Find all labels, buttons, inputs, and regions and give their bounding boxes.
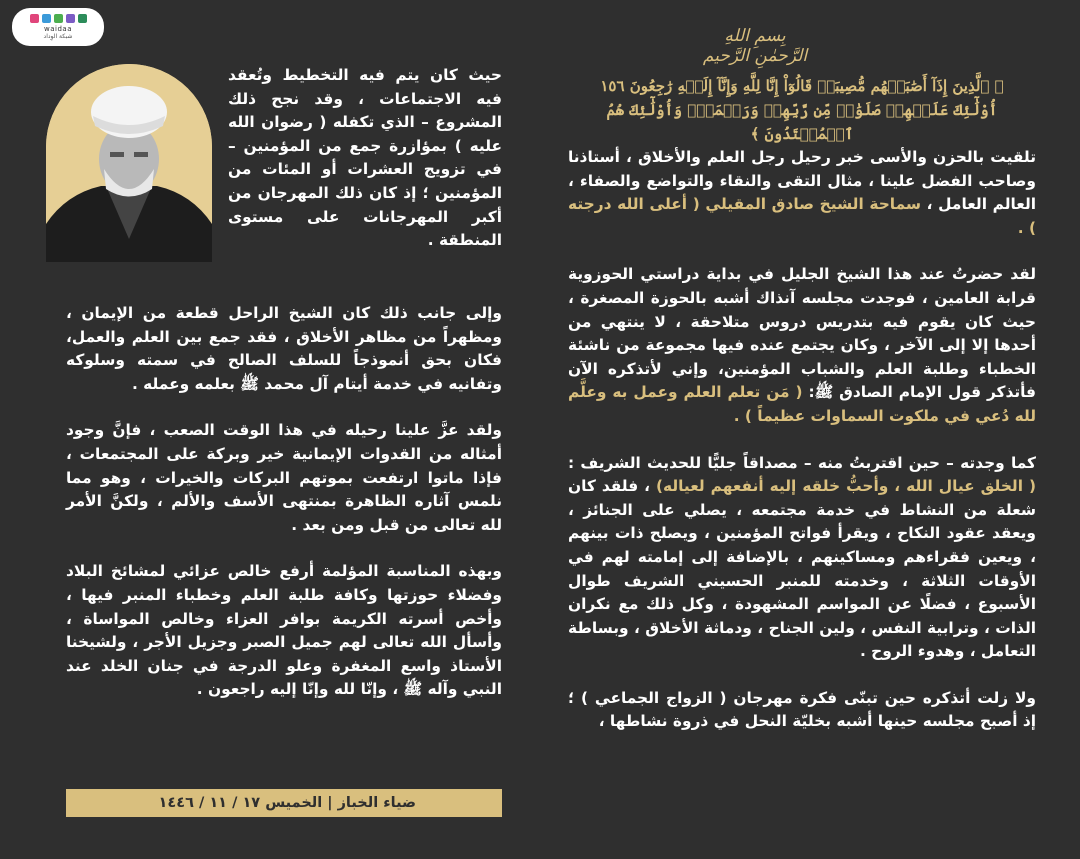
paragraph-6: ولقد عزَّ علينا رحيله في هذا الوقت الصعب ، فإنَّ وجود أمثاله من القدوات الإيمانية خير وبركة على المجتمعات ، فإذا ماتوا ارتفعت بموتهم البركات والخيرات ، وهو مما نلمس آثاره الظاهرة بمنتهى الأسف والألم ، ولكنَّ الأمر لله تعالى من قبل ومن بعد . — [66, 421, 502, 534]
paragraph-3-text: ، فلقد كان شعلة من النشاط في خدمة مجتمعه ، يصلي على الجنائز ، ويعقد عقود النكاح ، ويقرأ فواتح المؤمنين ، ويصلح ذات بينهم ، ويعين فقراءهم ومساكينهم ، بالإضافة إلى إمامته لهم في الأوقات الثلاثة ، وخدمته للمنبر الحسيني الشريف طوال الأسبوع ، فضلًا عن المواسم المشهودة ، وكل ذلك مع نكران الذات ، وترابية النفس ، ولين الجناح ، ودماثة الأخلاق ، وبساطة التعامل ، وهدوء الروح . — [568, 477, 1036, 661]
website-icon — [78, 14, 87, 23]
quran-verse-line-2: أُوْلَٰٓئِكَ عَلَيۡهِمۡ صَلَوَٰتٞ مِّن رَّبِّهِمۡ وَرَحۡمَةٞۖ وَأُوْلَٰٓئِكَ هُمُ ٱلۡمُهۡتَدُونَ ﴾ — [606, 101, 998, 143]
sheikh-portrait — [46, 64, 212, 262]
site-logo[interactable] — [12, 8, 104, 46]
paragraph-3 — [568, 452, 1036, 664]
paragraph-3-intro: كما وجدته – حين اقتربتُ منه – مصداقاً جليًّا للحديث الشريف : — [568, 453, 1036, 472]
social-icons — [30, 14, 87, 23]
paragraph-7: وبهذه المناسبة المؤلمة أرفع خالص عزائي لمشائخ البلاد وفضلاء حوزتها وكافة طلبة العلم وخطباء المنبر فيها ، وأخص أسرته الكريمة بوافر العزاء وخالص المواساة ، وأسأل الله تعالى لهم جميل الصبر وجزيل الأجر ، ولشيخنا الأستاذ واسع المغفرة وعلو الدرجة في جنان الخلد عند النبي وآله ﷺ ، وإنّا لله وإنّا إليه راجعون . — [66, 562, 502, 699]
logo-name: waidaa — [44, 25, 72, 33]
whatsapp-icon — [54, 14, 63, 23]
right-column — [568, 146, 1036, 734]
paragraph-4-continued: حيث كان يتم فيه التخطيط وتُعقد فيه الاجتماعات ، وقد نجح ذلك المشروع – الذي تكفله ( رضوان الله عليه ) بمؤازرة جمع من المؤمنين – في تزويج العشرات أو المئات من المؤمنين ؛ إذ كان ذلك المهرجان من أكبر المهرجانات على مستوى المنطقة . — [228, 66, 502, 250]
signature-bar: ضياء الخباز | الخميس ١٧ / ١١ / ١٤٤٦ — [66, 789, 502, 817]
quran-verse-line-1: ﴿ ٱلَّذِينَ إِذَآ أَصَٰبَتۡهُم مُّصِيبَةٞ قَالُوٓاْ إِنَّا لِلَّهِ وَإِنَّآ إِلَيۡهِ رَٰجِعُونَ ١٥٦ — [600, 77, 1004, 95]
paragraph-2-text: لقد حضرتُ عند هذا الشيخ الجليل في بداية دراستي الحوزوية قرابة العامين ، فوجدت مجلسه آنذاك أشبه بالحوزة المصغرة ، حيث كان يقوم فيه بتدريس دروس متلاحقة ، لا ينتهي من أحدها إلا إلى الآخر ، وكان يجتمع عنده فيها مجموعة من ناشئة الخطباء وطلبة العلم والشباب المؤمنين، وإني لأتذكره الآن فأتذكر قول الإمام الصادق ﷺ: — [568, 265, 1036, 402]
media-icon — [66, 14, 75, 23]
left-column — [66, 302, 502, 702]
portrait-image — [46, 64, 212, 262]
paragraph-2 — [568, 263, 1036, 428]
telegram-icon — [42, 14, 51, 23]
paragraph-1-text: تلقيت بالحزن والأسى خبر رحيل رجل العلم والأخلاق ، أستاذنا وصاحب الفضل علينا ، مثال التقى والنقاء والتواضع والصفاء ، العالم العامل ، — [568, 148, 1036, 214]
paragraph-1 — [568, 146, 1036, 240]
hadith-quote-2: ( الخلق عيال الله ، وأحبُّ خلقه إليه أنفعهم لعياله) — [655, 477, 1036, 496]
left-top-paragraph — [228, 64, 502, 253]
paragraph-4: ولا زلت أتذكره حين تبنّى فكرة مهرجان ( الزواج الجماعي ) ؛ إذ أصبح مجلسه حينها أشبه بخليّة النحل في ذروة نشاطها ، — [568, 688, 1036, 731]
instagram-icon — [30, 14, 39, 23]
logo-subtitle: شبكة الوِداد — [43, 33, 73, 40]
deceased-name: سماحة الشيخ صادق المقيلي ( أعلى الله درجته ) . — [568, 195, 1036, 237]
quran-verse — [568, 74, 1036, 146]
basmala-calligraphy: بِسمِ اللهِ الرَّحمٰنِ الرَّحيم — [702, 26, 808, 66]
hadith-quote-1: ( مَن تعلم العلم وعمل به وعلَّم لله دُعي في ملكوت السماوات عظيماً ) . — [568, 383, 1036, 425]
paragraph-5: وإلى جانب ذلك كان الشيخ الراحل قطعة من الإيمان ، ومظهراً من مظاهر الأخلاق ، فقد جمع بين العلم والعمل، فكان بحق أنموذجاً للسلف الصالح في سمته وسلوكه وتفانيه في خدمة أيتام آل محمد ﷺ بعلمه وعمله . — [66, 304, 502, 393]
